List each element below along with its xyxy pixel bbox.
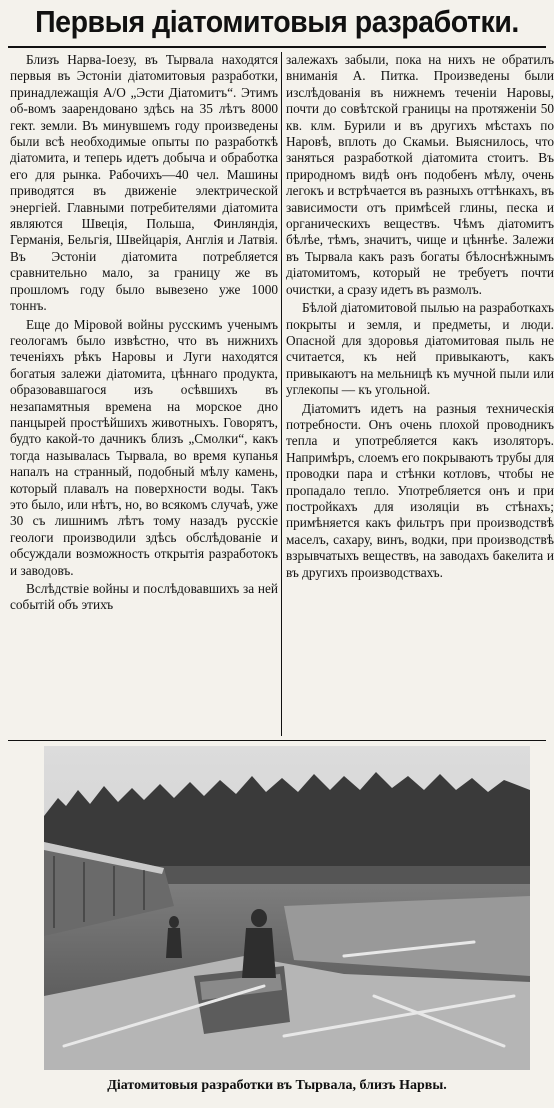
diatomite-quarry-photo: [44, 746, 530, 1070]
article-headline: Первыя діатомитовыя разработки.: [35, 4, 519, 39]
article-column-right: [286, 52, 554, 740]
paragraph: Вслѣдствіе войны и послѣдовавшихъ за ней событій объ этихъ: [10, 581, 278, 613]
paragraph: Діатомитъ идетъ на разныя техническія потребности. Онъ очень плохой проводникъ тепла и употребляется какъ изоляторъ. Напримѣръ, слоемъ его покрываютъ трубы для проводки пара и стѣнки котловъ, чтобы не пропадало тепло. Употребляется онъ и при постройкахъ для изоляціи въ стѣнахъ; примѣняется какъ фильтръ при производствѣ маселъ, сахару, винъ, водки, при производствѣ взрывчатыхъ веществъ, на заводахъ бакелита и въ другихъ производствахъ.: [286, 400, 554, 580]
paragraph: Еще до Міровой войны русскимъ ученымъ геологамъ было извѣстно, что въ нижнихъ теченіяхъ рѣкъ Наровы и Луги находятся богатыя залежи діатомита, цѣннаго продукта, образовавшагося изъ осѣвшихъ въ незапамятныя времена на морское дно панцырей простѣйшихъ животныхъ. Говорятъ, будто какой-то дачникъ близъ „Смолки“, какъ тогда называлась Тырвала, во время купанья напалъ на странный, подобный мѣлу камень, который плавалъ на поверхности воды. Такъ это было, или нѣтъ, но, во всякомъ случаѣ, уже 30 съ лишнимъ лѣтъ тому назадъ русскіе геологи производили здѣсь обслѣдованіе и обсуждали возможность открытія разработокъ и заводовъ.: [10, 316, 278, 578]
photo-caption: Діатомитовыя разработки въ Тырвала, близъ Нарвы.: [107, 1078, 447, 1093]
paragraph: Бѣлой діатомитовой пылью на разработкахъ покрыты и земля, и предметы, и люди. Опасной для здоровья діатомитовая пыль не считается, къ ней привыкаютъ, какъ привыкаютъ на мельницѣ къ мучной пыли или углекопы — къ угольной.: [286, 300, 554, 398]
photo-top-rule: [8, 740, 546, 741]
article-column-left: [10, 52, 278, 740]
column-divider: [281, 52, 282, 736]
paragraph: залежахъ забыли, пока на нихъ не обратилъ вниманія А. Питка. Произведены были изслѣдованія въ нижнемъ теченіи Наровы, почти до совѣтской границы на протяженіи 50 кв. клм. Бурили и въ другихъ мѣстахъ по Наровѣ, вплоть до Скамьи. Выяснилось, что заняться разработкой діатомита стоитъ. Въ природномъ видѣ онъ подобенъ мѣлу, очень легокъ и встрѣчается въ разныхъ оттѣнкахъ, въ зависимости отъ примѣсей глины, песка и органическихъ веществъ. Чѣмъ діатомитъ бѣлѣе, тѣмъ, значитъ, чище и цѣннѣе. Залежи въ Тырвала какъ разъ богаты бѣлоснѣжнымъ діатомитомъ, который не требуетъ почти очистки, а сразу идетъ въ размолъ.: [286, 52, 554, 297]
header-rule: [8, 46, 546, 48]
paragraph: Близъ Нарва-Іоезу, въ Тырвала находятся первыя въ Эстоніи діатомитовыя разработки, принадлежащія А/О „Эсти Діатомитъ“. Этимъ об-вомъ заарендовано здѣсь на 35 лѣтъ 8000 гект. земли. Въ минувшемъ году произведены были всѣ необходимые опыты по разработкѣ діатомита, и теперь идетъ добыча и обработка его для рынка. Рабочихъ—40 чел. Машины приводятся въ движеніе электрической энергіей. Главными потребителями діатомита являются Швеція, Польша, Финляндія, Германія, Бельгія, Швейцарія, Англія и Латвія. Въ Эстоніи діатомита потребляется сравнительно мало, за границу же въ прошломъ году было вывезено уже 1000 тоннъ.: [10, 52, 278, 314]
